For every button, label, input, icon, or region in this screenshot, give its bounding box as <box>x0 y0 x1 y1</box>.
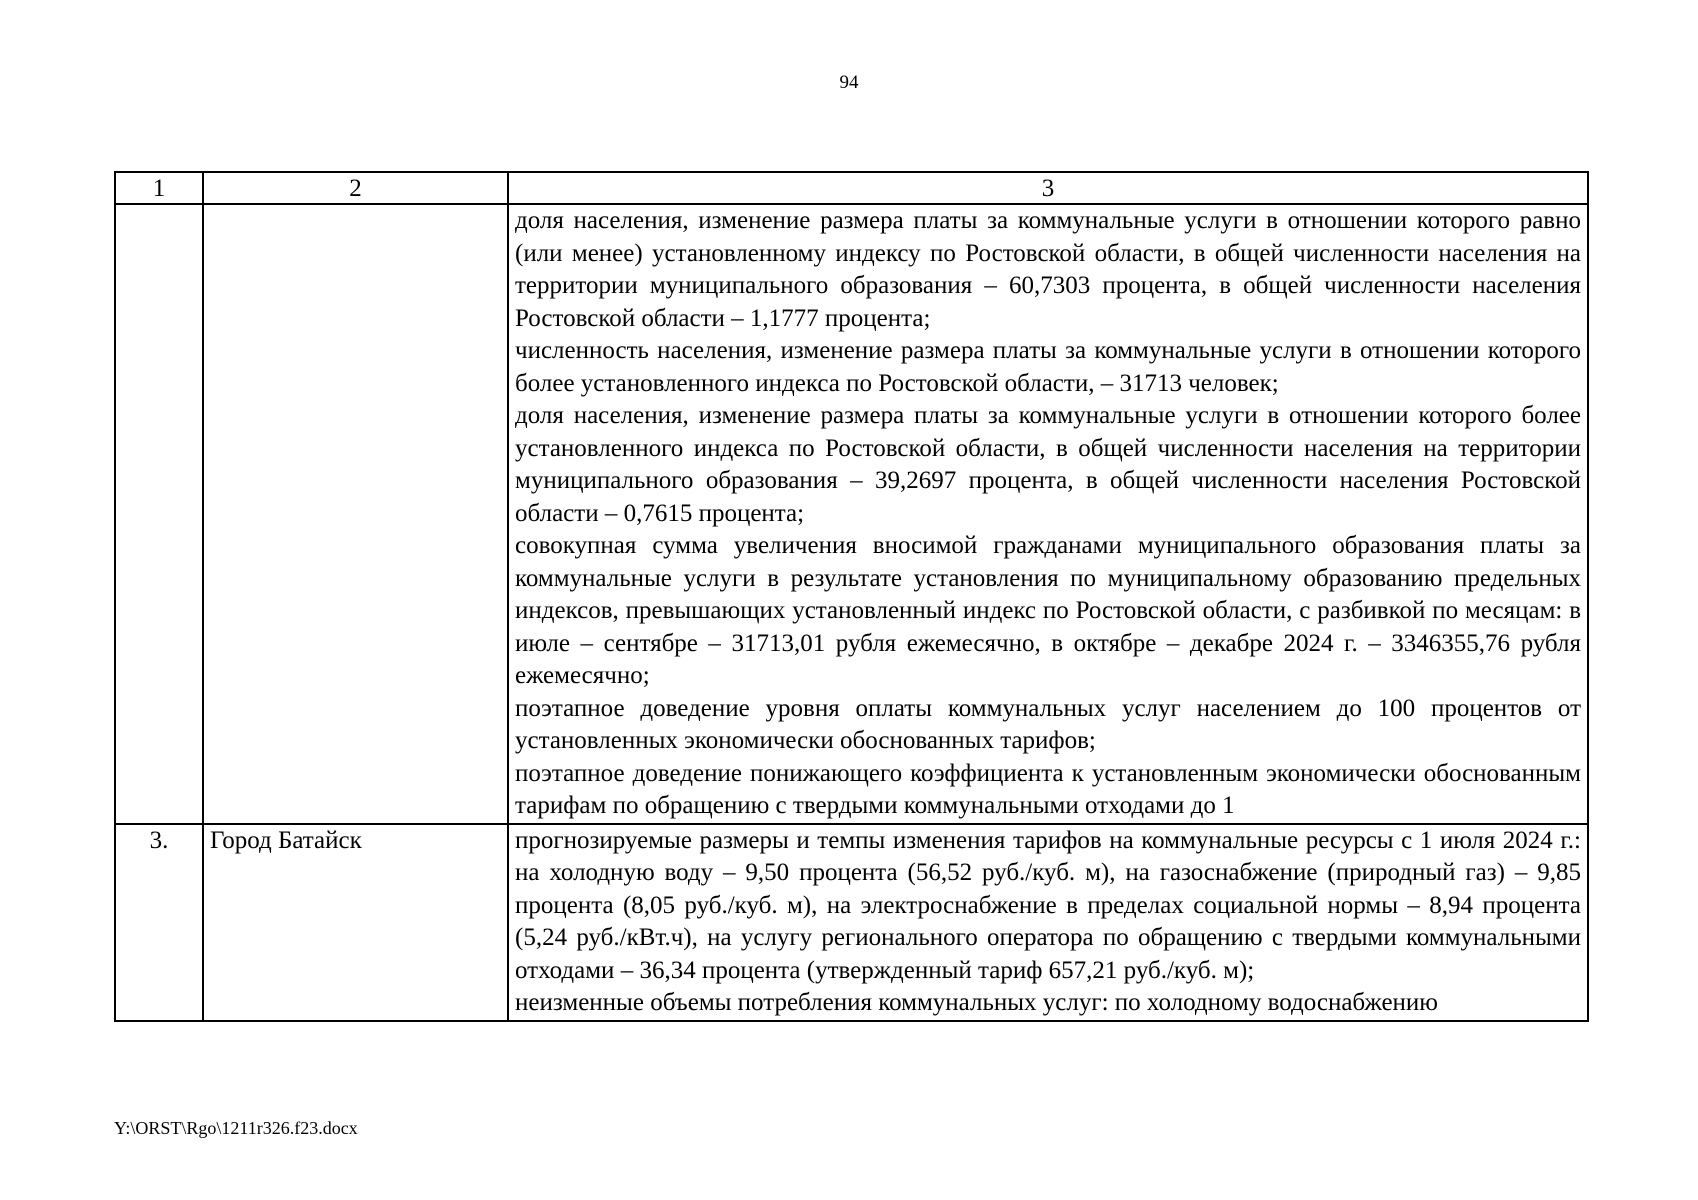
description-paragraph: поэтапное доведение уровня оплаты коммунальных услуг населением до 100 процентов от установленных экономически обоснованных тарифов; <box>515 694 1581 754</box>
description-cell <box>508 204 1588 824</box>
description-paragraph: доля населения, изменение размера платы за коммунальные услуги в отношении которого равно (или менее) установленному индексу по Ростовской области, в общей численности населения на территории муниципального образования – 60,7303 процента, в общей численности населения Ростовской области – 1,1777 процента; <box>515 207 1581 332</box>
description-cell <box>508 824 1588 1021</box>
table-row <box>115 204 1588 824</box>
municipality-name-cell <box>203 204 508 824</box>
footer-file-path: Y:\ORST\Rgo\1211r326.f23.docx <box>114 1118 358 1138</box>
table-header-row <box>115 172 1588 204</box>
description-paragraph: доля населения, изменение размера платы за коммунальные услуги в отношении которого более установленного индекса по Ростовской области, в общей численности населения на территории муниципального образования – 39,2697 процента, в общей численности населения Ростовской области – 0,7615 процента; <box>515 402 1581 527</box>
description-paragraph: совокупная сумма увеличения вносимой гражданами муниципального образования платы за коммунальные услуги в результате установления по муниципальному образованию предельных индексов, превышающих установленный индекс по Ростовской области, с разбивкой по месяцам: в июле – сентябре – 31713,01 рубля ежемесячно, в октябре – декабре 2024 г. – 3346355,76 рубля ежемесячно; <box>515 532 1581 689</box>
page-number: 94 <box>839 72 859 93</box>
description-paragraph: неизменные объемы потребления коммунальных услуг: по холодному водоснабжению <box>515 989 1438 1016</box>
row-number-cell: 3. <box>115 824 203 1021</box>
row-number-cell <box>115 204 203 824</box>
description-paragraph: прогнозируемые размеры и темпы изменения тарифов на коммунальные ресурсы с 1 июля 2024 г.: на холодную воду – 9,50 процента (56,52 руб./куб. м), на газоснабжение (природный газ) – 9,85 процента (8,05 руб./куб. м), на электроснабжение в пределах социальной нормы – 8,94 процента (5,24 руб./кВт.ч), на услугу регионального оператора по обращению с твердыми коммунальными отходами – 36,34 процента (утвержденный тариф 657,21 руб./куб. м); <box>515 826 1581 984</box>
column-header-1: 1 <box>115 172 203 204</box>
municipality-name-cell: Город Батайск <box>203 824 508 1021</box>
column-header-3: 3 <box>508 172 1588 204</box>
description-paragraph: численность населения, изменение размера платы за коммунальные услуги в отношении которого более установленного индекса по Ростовской области, – 31713 человек; <box>515 337 1581 397</box>
document-table <box>114 171 1589 1022</box>
table-row <box>115 824 1588 1021</box>
column-header-2: 2 <box>203 172 508 204</box>
description-paragraph: поэтапное доведение понижающего коэффициента к установленным экономически обоснованным тарифам по обращению с твердыми коммунальными отходами до 1 <box>515 759 1581 819</box>
